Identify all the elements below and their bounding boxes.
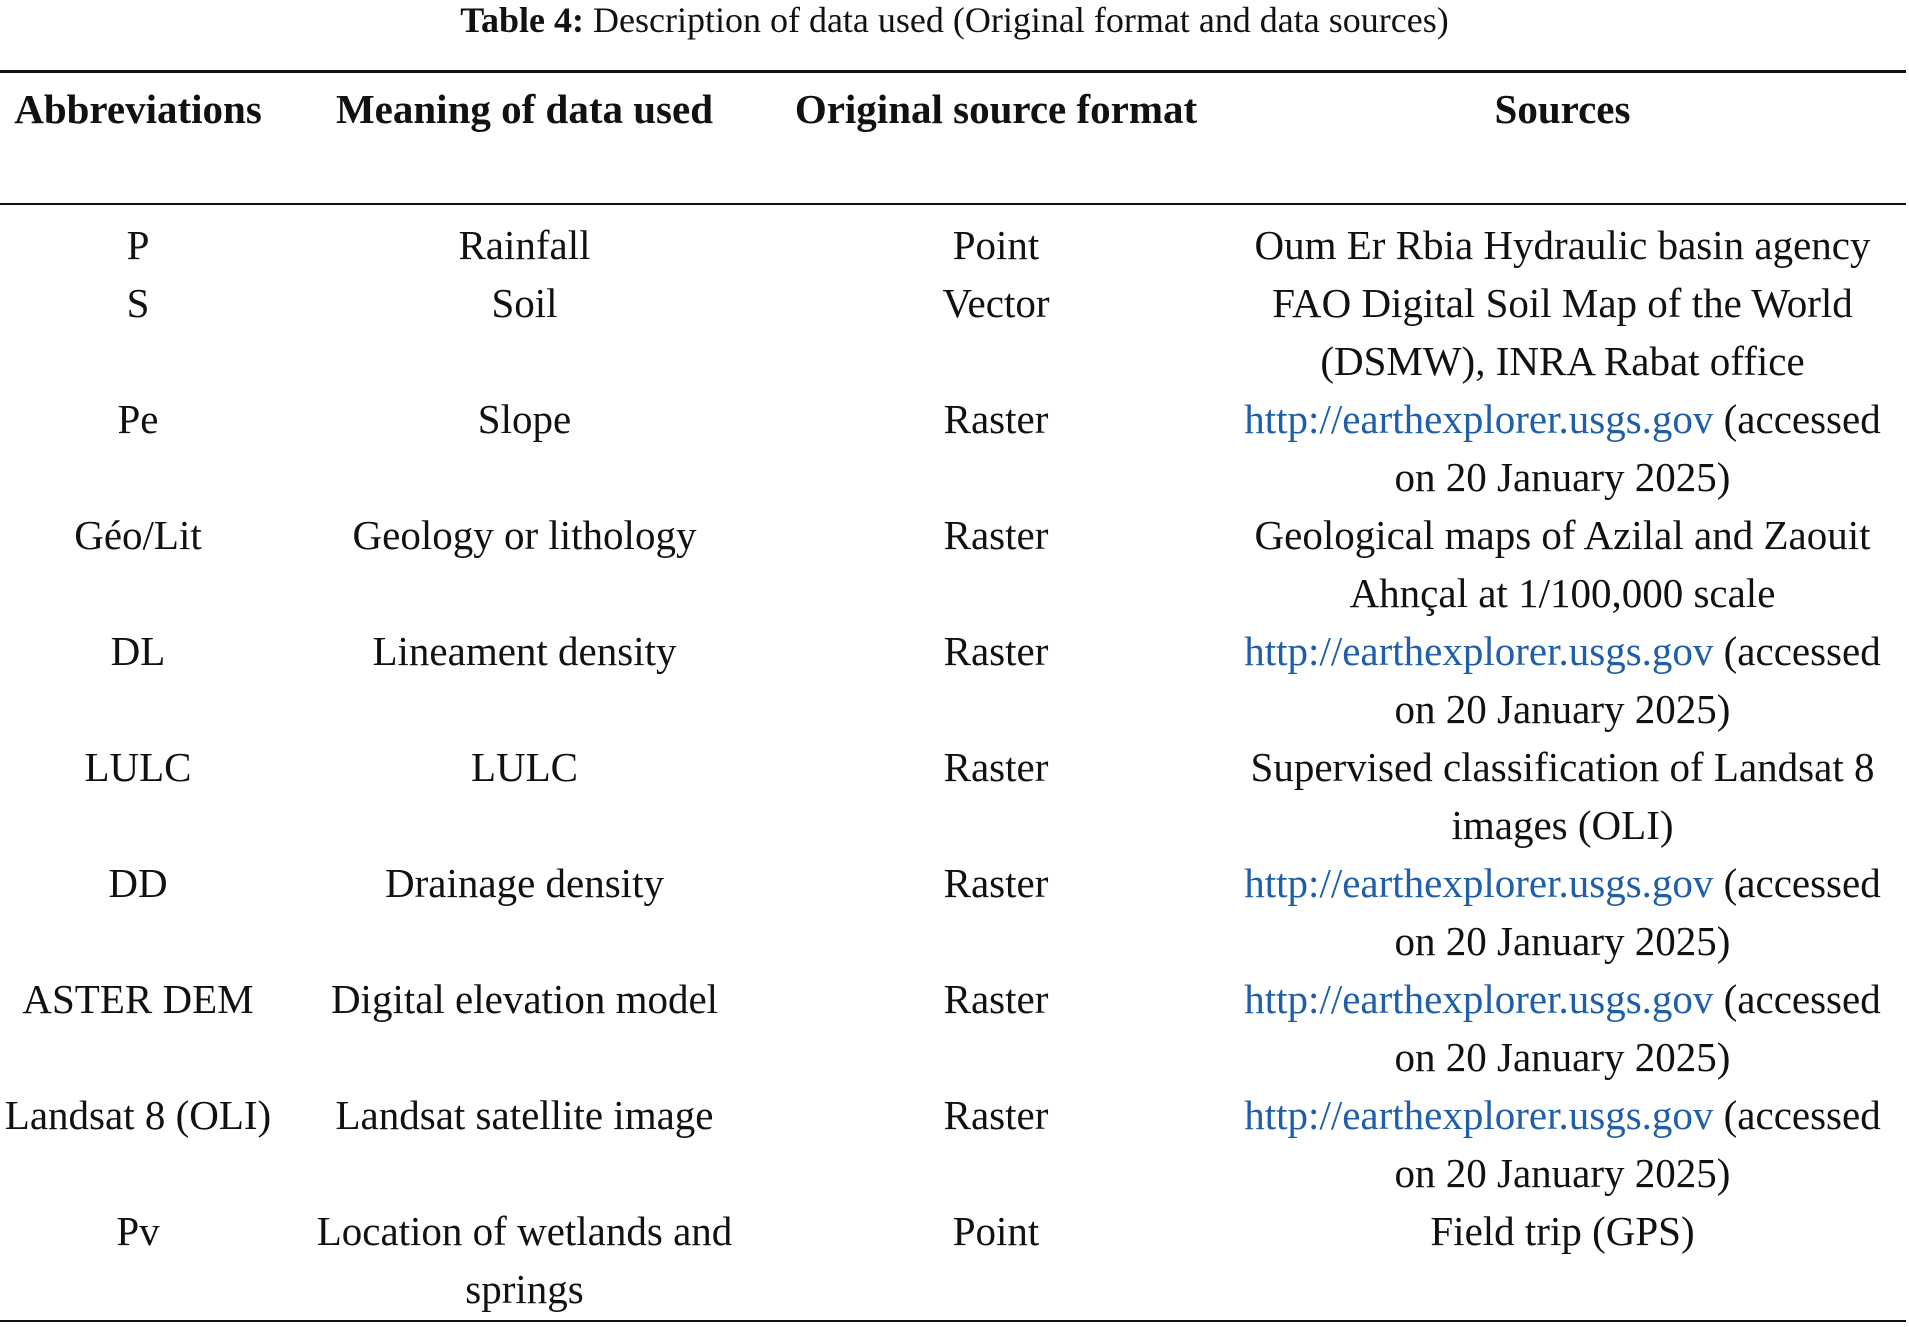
source-text: Oum Er Rbia Hydraulic basin agency	[1254, 222, 1871, 268]
cell-format: Point	[952, 1208, 1040, 1254]
cell-source	[1219, 390, 1906, 506]
source-text: (accessed on 20 January 2025)	[1394, 1092, 1881, 1196]
cell-format: Raster	[943, 396, 1049, 442]
table-row	[0, 1202, 1906, 1318]
cell-meaning: Slope	[477, 396, 572, 442]
cell-abbreviation: Landsat 8 (OLI)	[4, 1092, 272, 1138]
cell-meaning: Landsat satellite image	[335, 1092, 714, 1138]
cell-source	[1219, 506, 1906, 622]
cell-format: Raster	[943, 1092, 1049, 1138]
source-text: (accessed on 20 January 2025)	[1394, 628, 1881, 732]
table-caption	[0, 0, 1909, 40]
table-caption-label: Table 4:	[460, 0, 584, 40]
source-text: Field trip (GPS)	[1430, 1208, 1695, 1254]
cell-source	[1219, 1086, 1906, 1202]
column-header-abbreviations: Abbreviations	[14, 86, 262, 132]
table-row	[0, 204, 1906, 274]
table-row	[0, 1086, 1906, 1202]
table-row	[0, 854, 1906, 970]
cell-meaning: Drainage density	[385, 860, 664, 906]
cell-source	[1219, 204, 1906, 274]
cell-source	[1219, 274, 1906, 390]
table-row	[0, 738, 1906, 854]
cell-abbreviation: LULC	[84, 744, 192, 790]
source-text: Supervised classification of Landsat 8 images (OLI)	[1250, 744, 1875, 848]
cell-abbreviation: DL	[110, 628, 166, 674]
cell-abbreviation: Pv	[116, 1208, 160, 1254]
cell-meaning: LULC	[470, 744, 579, 790]
source-link[interactable]: http://earthexplorer.usgs.gov	[1244, 1092, 1714, 1138]
table-body	[0, 204, 1906, 1318]
cell-meaning: Lineament density	[372, 628, 677, 674]
source-link[interactable]: http://earthexplorer.usgs.gov	[1244, 628, 1714, 674]
cell-abbreviation: Géo/Lit	[74, 512, 202, 558]
source-text: (accessed on 20 January 2025)	[1394, 860, 1881, 964]
table-row	[0, 622, 1906, 738]
cell-abbreviation: P	[126, 222, 150, 268]
cell-format: Point	[952, 222, 1040, 268]
top-rule	[0, 70, 1906, 73]
source-text: FAO Digital Soil Map of the World (DSMW), INRA Rabat office	[1272, 280, 1853, 384]
table-row	[0, 506, 1906, 622]
cell-format: Raster	[943, 744, 1049, 790]
source-text: (accessed on 20 January 2025)	[1394, 976, 1881, 1080]
cell-format: Raster	[943, 860, 1049, 906]
cell-abbreviation: Pe	[117, 396, 159, 442]
table-caption-text: Description of data used (Original format and data sources)	[593, 0, 1449, 40]
source-link[interactable]: http://earthexplorer.usgs.gov	[1244, 396, 1714, 442]
cell-meaning: Soil	[491, 280, 558, 326]
table-row	[0, 274, 1906, 390]
cell-abbreviation: DD	[108, 860, 168, 906]
cell-source	[1219, 1202, 1906, 1318]
table-row	[0, 970, 1906, 1086]
cell-meaning: Rainfall	[458, 222, 591, 268]
cell-meaning: Digital elevation model	[330, 976, 719, 1022]
source-text: (accessed on 20 January 2025)	[1394, 396, 1881, 500]
source-text: Geological maps of Azilal and Zaouit Ahnçal at 1/100,000 scale	[1254, 512, 1871, 616]
header-row	[0, 80, 1906, 204]
table-row	[0, 390, 1906, 506]
cell-source	[1219, 622, 1906, 738]
cell-abbreviation: ASTER DEM	[22, 976, 254, 1022]
cell-source	[1219, 738, 1906, 854]
cell-format: Raster	[943, 512, 1049, 558]
source-link[interactable]: http://earthexplorer.usgs.gov	[1244, 976, 1714, 1022]
source-link[interactable]: http://earthexplorer.usgs.gov	[1244, 860, 1714, 906]
cell-source	[1219, 970, 1906, 1086]
cell-meaning: Geology or lithology	[352, 512, 697, 558]
data-table	[0, 80, 1906, 1318]
column-header-meaning: Meaning of data used	[335, 86, 713, 132]
column-header-format: Original source format	[794, 86, 1198, 132]
cell-abbreviation: S	[126, 280, 150, 326]
cell-source	[1219, 854, 1906, 970]
cell-format: Raster	[943, 628, 1049, 674]
cell-format: Raster	[943, 976, 1049, 1022]
cell-format: Vector	[942, 280, 1050, 326]
bottom-rule	[0, 1320, 1906, 1322]
cell-meaning: Location of wetlands and springs	[316, 1208, 733, 1312]
column-header-sources: Sources	[1494, 86, 1631, 132]
